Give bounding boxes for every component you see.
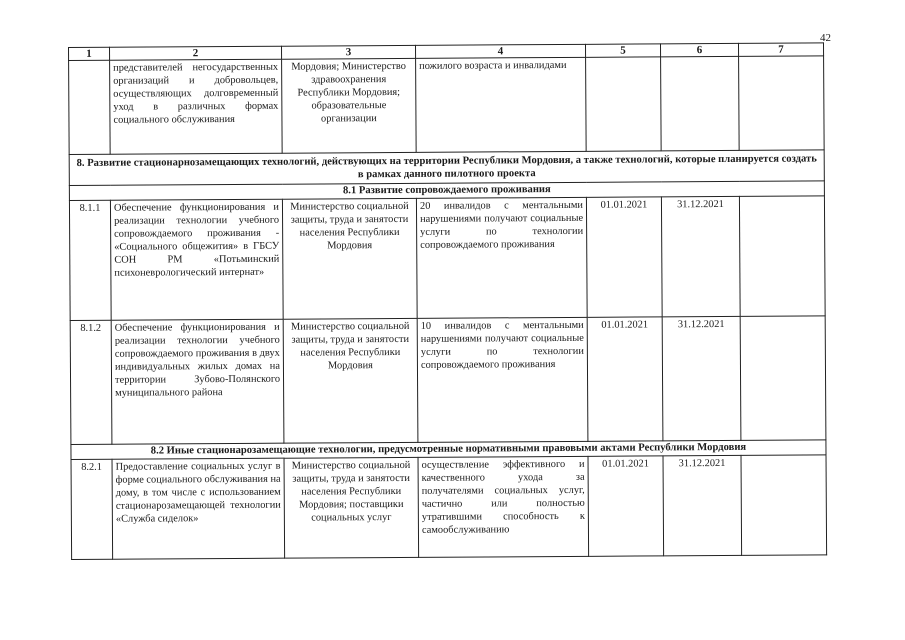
executor-cell: Министерство социальной защиты, труда и занятости населения Республики Мордовия <box>283 318 418 443</box>
row-number: 8.2.1 <box>71 459 113 559</box>
result-cell: 20 инвалидов с ментальными нарушениями получают социальные услуги по технологии сопровождаемого проживания <box>416 197 587 318</box>
start-date-cell <box>586 57 662 151</box>
action-cell: представителей негосударственных организаций и добровольцев, осуществляющих долговременный уход в различных формах социального обслуживания <box>110 59 283 154</box>
note-cell <box>739 56 825 151</box>
action-cell: Обеспечение функционирования и реализации технологии учебного сопровождаемого проживания - «Социального общежития» в ГБСУ СОН РМ «Потьминский психоневрологический интернат» <box>110 199 283 320</box>
action-cell: Обеспечение функционирования и реализации технологии учебного сопровождаемого проживания в двух индивидуальных жилых домах на территории Зубово-Полянского муниципального района <box>111 319 284 444</box>
column-header: 2 <box>110 46 282 60</box>
page-number: 42 <box>820 32 831 44</box>
end-date-cell: 31.12.2021 <box>661 196 740 316</box>
result-cell: осуществление эффективного и качественного ухода за получателями социальных услуг, частично или полностью утратившими способность к самообслуживанию <box>418 456 589 557</box>
start-date-cell: 01.01.2021 <box>587 317 663 441</box>
note-cell <box>741 455 827 556</box>
result-cell: 10 инвалидов с ментальными нарушениями получают социальные услуги по технологии сопровождаемого проживания <box>417 317 588 442</box>
executor-cell: Министерство социальной защиты, труда и занятости населения Республики Мордовия <box>282 198 417 319</box>
column-header: 3 <box>281 45 415 59</box>
executor-cell: Мордовия; Министерство здравоохранения Республики Мордовия; образовательные организации <box>282 58 417 153</box>
end-date-cell: 31.12.2021 <box>663 455 742 555</box>
subsection-heading: 8.1 Развитие сопровождаемого проживания <box>69 181 824 201</box>
end-date-cell: 31.12.2021 <box>662 316 741 440</box>
table-row <box>70 316 826 445</box>
plan-table <box>68 42 827 560</box>
column-header: 1 <box>69 47 110 60</box>
subsection-heading: 8.2 Иные стационарозамещающие технологии, предусмотренные нормативными правовыми актами Республики Мордовия <box>71 440 826 460</box>
table-row <box>71 455 827 560</box>
column-header: 4 <box>415 44 585 58</box>
start-date-cell: 01.01.2021 <box>586 197 662 317</box>
row-number: 8.1.1 <box>69 200 111 320</box>
note-cell <box>739 196 825 317</box>
action-cell: Предоставление социальных услуг в форме социального обслуживания на дому, в том числе с использованием стационарозамещающей технологии «Служба сиделок» <box>112 458 285 559</box>
row-number: 8.1.2 <box>70 320 112 444</box>
note-cell <box>740 316 826 441</box>
result-cell: пожилого возраста и инвалидами <box>416 57 587 152</box>
column-header: 6 <box>660 43 738 56</box>
row-number <box>69 60 111 154</box>
executor-cell: Министерство социальной защиты, труда и занятости населения Республики Мордовия; поставщики социальных услуг <box>284 457 419 558</box>
column-header: 5 <box>585 44 660 57</box>
section-heading-row <box>69 150 824 186</box>
section-heading: 8. Развитие стационарнозамещающих технологий, действующих на территории Республики Мордовия, а также технологий, которые планируется создать в рамках данного пилотного проекта <box>69 150 824 186</box>
table-row-continued <box>69 56 825 155</box>
start-date-cell: 01.01.2021 <box>588 456 664 556</box>
column-header: 7 <box>738 43 823 57</box>
table-row <box>69 196 825 321</box>
end-date-cell <box>661 56 740 150</box>
